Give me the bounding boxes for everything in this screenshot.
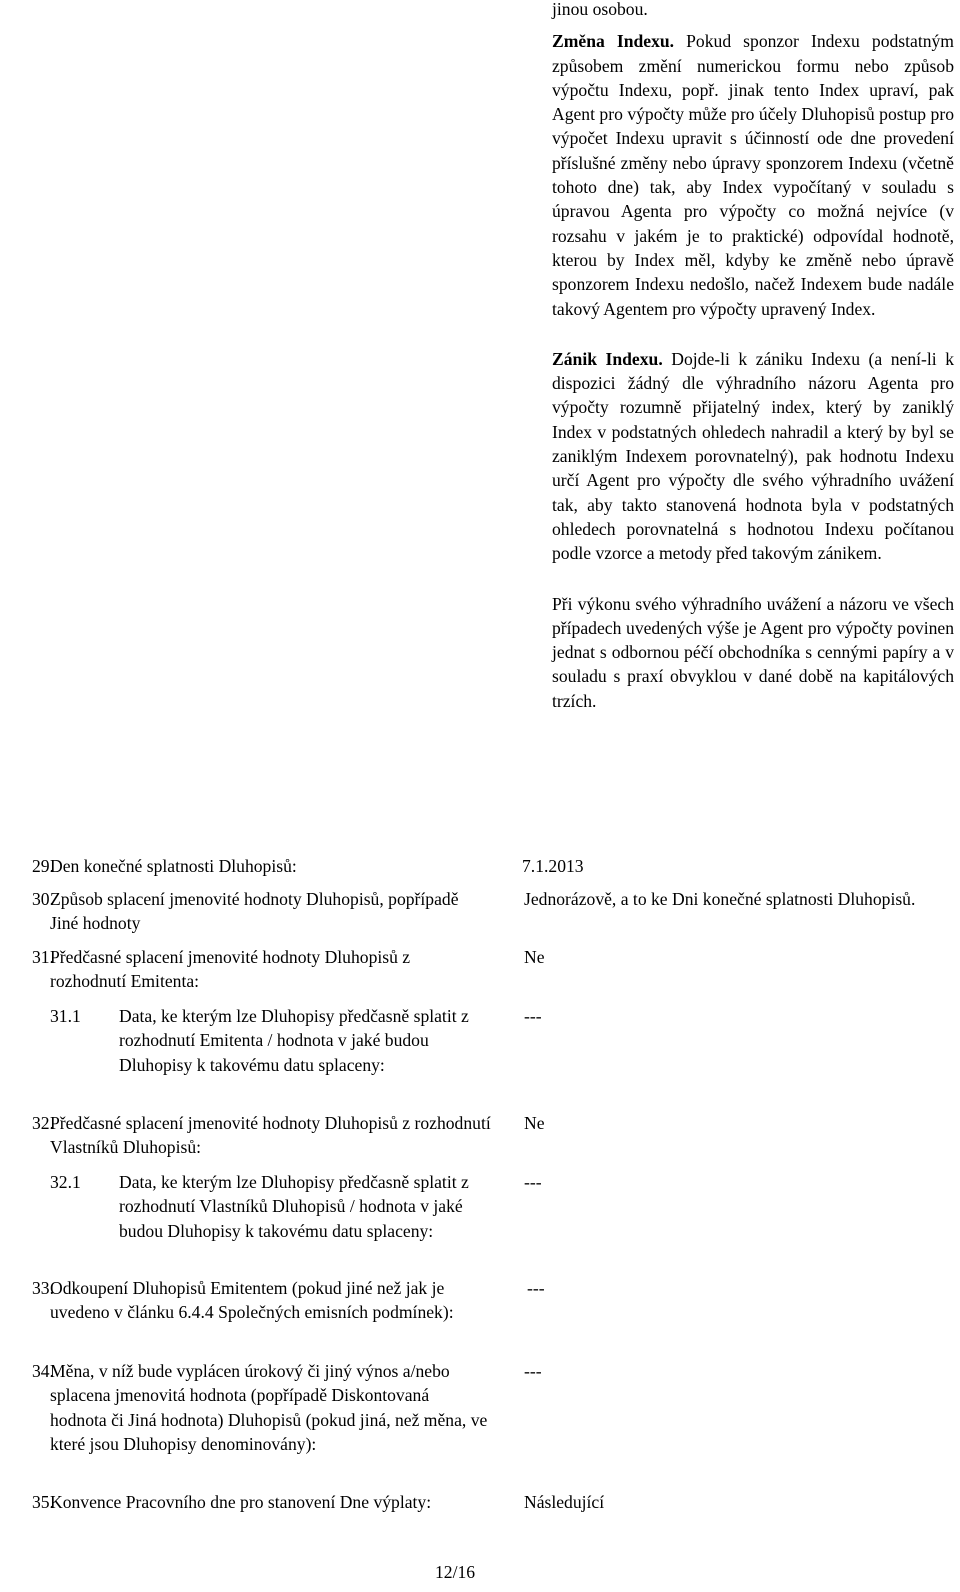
row-label: Předčasné splacení jmenovité hodnoty Dluhopisů z rozhodnutí Emitenta: <box>50 947 411 992</box>
row-number: 33. <box>32 1278 54 1298</box>
row-label: Předčasné splacení jmenovité hodnoty Dluhopisů z rozhodnutí Vlastníků Dluhopisů: <box>50 1113 491 1158</box>
row-number: 34. <box>32 1361 54 1381</box>
row-label: Konvence Pracovního dne pro stanovení Dne výplaty: <box>50 1492 432 1512</box>
row-value: Ne <box>524 1113 545 1133</box>
row-value: Jednorázově, a to ke Dni konečné splatnosti Dluhopisů. <box>524 889 916 909</box>
zanik-indexu-text: Dojde-li k zániku Indexu (a není-li k dispozici žádný dle výhradního názoru Agenta pro výpočty rozumně přijatelný index, který by zaniklý Index v podstatných ohledech nahradil a který by byl se zaniklým Indexem porovnatelný), pak hodnotu Indexu určí Agent pro výpočty dle svého výhradního uvážení tak, aby takto stanovená hodnota byla v podstatných ohledech porovnatelná s hodnotou Indexu počítanou podle vzorce a metody před takovým zánikem. <box>552 348 955 564</box>
row-value: --- <box>524 1006 542 1026</box>
row-number: 31. <box>32 947 54 967</box>
row-value: --- <box>524 1172 542 1192</box>
zmena-indexu-text: Pokud sponzor Indexu podstatným způsobem změní numerickou formu nebo způsob výpočtu Indexu, popř. jinak tento Index upraví, pak Agent pro výpočty může pro účely Dluhopisů postup pro výpočet Indexu upravit s účinností ode dne provedení příslušné změny nebo úpravy sponzorem Indexu (včetně tohoto dne) tak, aby Index vypočítaný v souladu s úpravou Agenta pro výpočty co možná nejvíce (v rozsahu v jakém je to praktické) odpovídal hodnotě, kterou by Index měl, kdyby ke změně nebo úpravě sponzorem Indexu nedošlo, načež Indexem bude nadále takový Agentem pro výpočty upravený Index. <box>552 31 954 319</box>
row-label: Data, ke kterým lze Dluhopisy předčasně splatit z rozhodnutí Vlastníků Dluhopisů / hodnota v jaké budou Dluhopisy k takovému datu splaceny: <box>119 1172 469 1241</box>
zmena-indexu-paragraph <box>552 29 954 321</box>
row-number: 31.1 <box>50 1006 81 1026</box>
zmena-indexu-heading: Změna Indexu. <box>552 31 675 52</box>
row-number: 30. <box>32 889 54 909</box>
row-value: --- <box>524 1361 542 1381</box>
row-label: Odkoupení Dluhopisů Emitentem (pokud jiné než jak je uvedeno v článku 6.4.4 Společných emisních podmínek): <box>50 1278 454 1323</box>
row-number: 35. <box>32 1492 54 1512</box>
row-label: Data, ke kterým lze Dluhopisy předčasně splatit z rozhodnutí Emitenta / hodnota v jaké budou Dluhopisy k takovému datu splaceny: <box>119 1006 469 1075</box>
right-column <box>552 0 954 737</box>
row-label: Den konečné splatnosti Dluhopisů: <box>50 856 297 876</box>
zanik-indexu-paragraph <box>552 347 954 566</box>
row-number: 29. <box>32 856 54 876</box>
row-value: 7.1.2013 <box>522 856 584 876</box>
row-number: 32.1 <box>50 1172 81 1192</box>
row-number: 32. <box>32 1113 54 1133</box>
intro-fragment: jinou osobou. <box>552 0 648 19</box>
final-paragraph: Při výkonu svého výhradního uvážení a názoru ve všech případech uvedených výše je Agent pro výpočty povinen jednat s odbornou péčí obchodníka s cennými papíry a v souladu s praxí obvyklou v dané době na kapitálových trzích. <box>552 593 954 711</box>
row-value: Následující <box>524 1492 605 1512</box>
zanik-indexu-heading: Zánik Indexu. <box>552 348 663 369</box>
page-number: 12/16 <box>435 1562 476 1582</box>
row-value: Ne <box>524 947 545 967</box>
row-label: Měna, v níž bude vyplácen úrokový či jiný výnos a/nebo splacena jmenovitá hodnota (popřípadě Diskontovaná hodnota či Jiná hodnota) Dluhopisů (pokud jiná, než měna, ve které jsou Dluhopisy denominovány): <box>50 1361 488 1454</box>
row-label: Způsob splacení jmenovité hodnoty Dluhopisů, popřípadě Jiné hodnoty <box>50 889 459 934</box>
row-value: --- <box>527 1278 545 1298</box>
